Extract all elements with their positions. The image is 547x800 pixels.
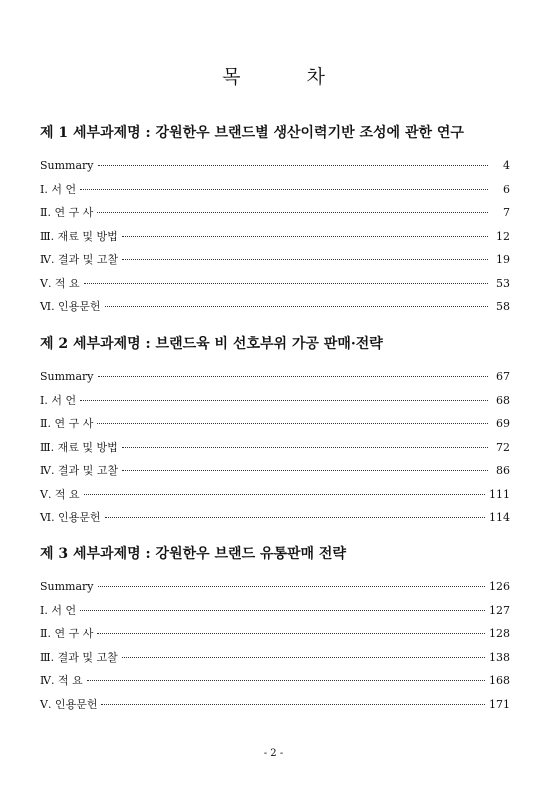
entry-label: Ⅴ. 인용문헌 (40, 697, 98, 711)
dot-leader (97, 423, 488, 424)
toc-entry[interactable] (40, 365, 510, 389)
entry-page-number: 58 (496, 300, 510, 313)
dot-leader (80, 610, 485, 611)
entry-page-number: 128 (489, 627, 510, 640)
toc-entry[interactable] (40, 622, 510, 646)
page-title: 목 차 (222, 66, 355, 88)
entry-label: Ⅱ. 연 구 사 (40, 417, 94, 430)
entry-label: Ⅳ. 결과 및 고찰 (40, 464, 119, 477)
section-heading: 제 1 세부과제명 : 강원한우 브랜드별 생산이력기반 조성에 관한 연구 (40, 125, 464, 141)
entry-page-number: 7 (503, 206, 510, 219)
dot-leader (84, 494, 485, 495)
dot-leader (101, 704, 485, 705)
entry-label: Ⅲ. 재료 및 방법 (40, 440, 118, 454)
dot-leader (98, 165, 488, 166)
entry-page-number: 126 (489, 580, 510, 593)
dot-leader (105, 517, 485, 518)
entry-page-number: 171 (489, 697, 510, 711)
toc-entry[interactable] (40, 693, 510, 717)
entry-label: Ⅵ. 인용문헌 (40, 300, 101, 313)
toc-entry[interactable] (40, 506, 510, 530)
toc-section-1 (40, 122, 510, 319)
dot-leader (84, 283, 488, 284)
dot-leader (87, 680, 485, 681)
entry-page-number: 168 (489, 674, 510, 687)
entry-label: Summary (40, 580, 94, 593)
entry-page-number: 19 (496, 253, 510, 266)
entry-label: Ⅳ. 결과 및 고찰 (40, 253, 119, 266)
dot-leader (98, 376, 488, 377)
toc-entry[interactable] (40, 599, 510, 623)
entry-page-number: 86 (496, 464, 510, 477)
toc-entry[interactable] (40, 575, 510, 599)
toc-entry[interactable] (40, 248, 510, 272)
entry-page-number: 72 (496, 440, 510, 454)
toc-entry[interactable] (40, 201, 510, 225)
dot-leader (80, 189, 488, 190)
toc-entry[interactable] (40, 154, 510, 178)
entry-page-number: 4 (503, 159, 510, 172)
page-number-footer: - 2 - (263, 748, 284, 759)
entry-page-number: 127 (489, 603, 510, 617)
entry-page-number: 6 (503, 182, 510, 196)
toc-entry[interactable] (40, 389, 510, 413)
toc-entry[interactable] (40, 178, 510, 202)
entry-page-number: 69 (496, 417, 510, 430)
toc-section-3 (40, 543, 510, 716)
entry-page-number: 114 (489, 511, 510, 524)
entry-page-number: 12 (496, 229, 510, 243)
toc-entry[interactable] (40, 669, 510, 693)
entry-label: Ⅱ. 연 구 사 (40, 206, 94, 219)
entry-label: Ⅰ. 서 언 (40, 603, 77, 617)
toc-entry[interactable] (40, 295, 510, 319)
dot-leader (122, 236, 488, 237)
dot-leader (98, 586, 485, 587)
toc-entry[interactable] (40, 483, 510, 507)
entry-label: Ⅱ. 연 구 사 (40, 627, 94, 640)
entry-page-number: 111 (489, 487, 510, 501)
entry-page-number: 53 (496, 276, 510, 290)
entry-label: Ⅳ. 적 요 (40, 674, 83, 687)
entry-label: Ⅰ. 서 언 (40, 393, 77, 407)
entry-page-number: 67 (496, 370, 510, 383)
entry-label: Ⅰ. 서 언 (40, 182, 77, 196)
toc-entry[interactable] (40, 272, 510, 296)
entry-label: Ⅲ. 재료 및 방법 (40, 229, 118, 243)
entry-label: Ⅲ. 결과 및 고찰 (40, 650, 118, 664)
dot-leader (80, 400, 488, 401)
entry-label: Ⅴ. 적 요 (40, 276, 80, 290)
dot-leader (122, 259, 488, 260)
entry-page-number: 138 (489, 650, 510, 664)
toc-entry[interactable] (40, 436, 510, 460)
toc-entry[interactable] (40, 225, 510, 249)
dot-leader (122, 470, 488, 471)
entry-label: Summary (40, 370, 94, 383)
toc-entry[interactable] (40, 646, 510, 670)
dot-leader (97, 212, 488, 213)
toc-section-2 (40, 333, 510, 530)
section-heading: 제 2 세부과제명 : 브랜드육 비 선호부위 가공 판매·전략 (40, 336, 383, 352)
entry-label: Ⅵ. 인용문헌 (40, 511, 101, 524)
entry-label: Summary (40, 159, 94, 172)
toc-entry[interactable] (40, 459, 510, 483)
dot-leader (97, 633, 485, 634)
dot-leader (122, 657, 485, 658)
section-heading: 제 3 세부과제명 : 강원한우 브랜드 유통판매 전략 (40, 546, 346, 562)
entry-label: Ⅴ. 적 요 (40, 487, 80, 501)
dot-leader (105, 306, 488, 307)
dot-leader (122, 447, 488, 448)
toc-entry[interactable] (40, 412, 510, 436)
entry-page-number: 68 (496, 393, 510, 407)
